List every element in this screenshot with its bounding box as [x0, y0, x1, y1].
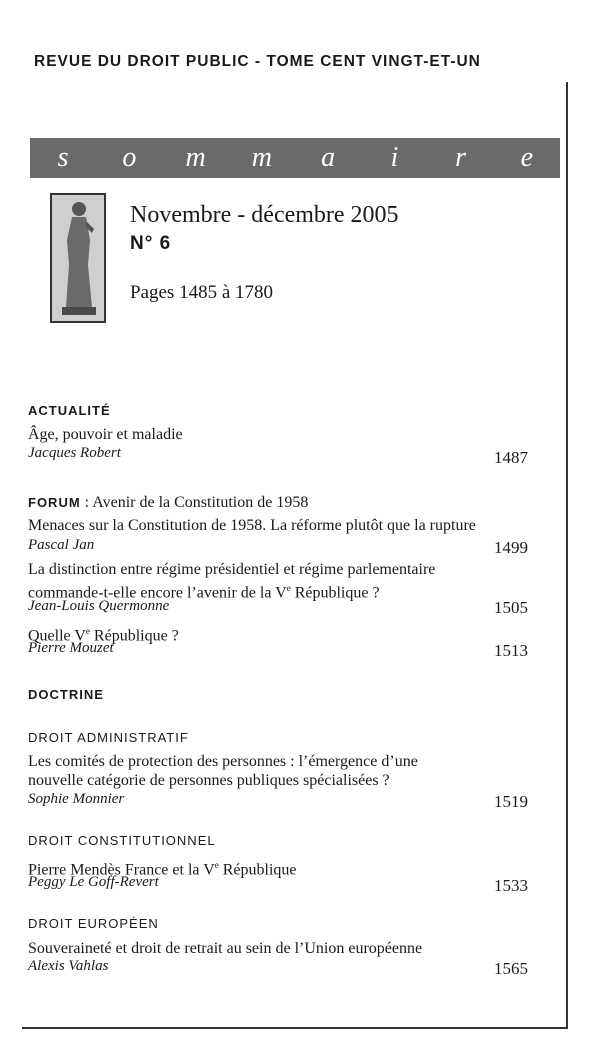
statue-figure-icon: [52, 195, 104, 321]
subsection-heading: DROIT CONSTITUTIONNEL: [28, 833, 216, 848]
section-actualite-heading: ACTUALITÉ: [28, 403, 111, 418]
title-superscript: e: [286, 583, 291, 593]
article-author: Jacques Robert: [28, 445, 121, 461]
title-part: Pierre Mendès France et la V: [28, 861, 215, 879]
frame-right-rule: [566, 82, 568, 1028]
frame-bottom-rule: [22, 1027, 568, 1029]
section-forum-heading: [28, 494, 308, 512]
article-page: 1519: [494, 792, 528, 811]
banner-letter: a: [321, 142, 336, 173]
title-superscript: e: [214, 860, 219, 870]
issue-pages: Pages 1485 à 1780: [130, 282, 274, 303]
article-author: Pierre Mouzet: [28, 640, 114, 656]
article-page: 1499: [494, 538, 528, 557]
banner-letter: m: [185, 142, 206, 173]
title-part: République: [218, 861, 297, 879]
article-author: Jean-Louis Quermonne: [28, 598, 170, 614]
article-author: Pascal Jan: [28, 537, 95, 553]
article-title: Souveraineté et droit de retrait au sein de l’Union européenne: [28, 940, 423, 957]
sommaire-banner: [30, 138, 560, 178]
article-title: Menaces sur la Constitution de 1958. La réforme plutôt que la rupture: [28, 517, 476, 534]
article-author: Peggy Le Goff-Revert: [28, 874, 159, 890]
forum-label: FORUM: [28, 495, 81, 510]
article-author: Sophie Monnier: [28, 791, 125, 807]
article-page: 1533: [494, 876, 528, 895]
title-part: République ?: [290, 584, 380, 602]
banner-letter: s: [57, 142, 69, 173]
article-page: 1565: [494, 959, 528, 978]
article-page: 1505: [494, 598, 528, 617]
title-part: commande-t-elle encore l’avenir de la V: [28, 584, 287, 602]
journal-title: REVUE DU DROIT PUBLIC - TOME CENT VINGT-ET-UN: [34, 53, 481, 70]
banner-letter: m: [251, 142, 272, 173]
article-author: Alexis Vahlas: [28, 958, 109, 974]
banner-letter: i: [390, 142, 399, 173]
banner-letter: r: [455, 142, 467, 173]
title-part: République ?: [89, 627, 179, 645]
forum-subtitle: : Avenir de la Constitution de 1958: [80, 494, 309, 511]
issue-date: Novembre - décembre 2005: [130, 202, 399, 228]
subsection-heading: DROIT ADMINISTRATIF: [28, 730, 189, 745]
subsection-heading: DROIT EUROPÉEN: [28, 916, 159, 931]
banner-letter: o: [122, 142, 137, 173]
title-superscript: e: [85, 626, 90, 636]
statue-portrait: [50, 193, 106, 323]
article-title-line1: Les comités de protection des personnes : l’émergence d’une: [28, 753, 418, 770]
article-title-line2: nouvelle catégorie de personnes publiques spécialisées ?: [28, 772, 390, 789]
section-doctrine-heading: DOCTRINE: [28, 687, 104, 702]
article-page: 1513: [494, 641, 528, 660]
article-title-line1: La distinction entre régime présidentiel et régime parlementaire: [28, 561, 436, 578]
article-title: Âge, pouvoir et maladie: [28, 426, 183, 443]
banner-letter: e: [520, 142, 534, 173]
issue-number: N° 6: [130, 233, 172, 254]
title-part: Quelle V: [28, 627, 86, 645]
article-page: 1487: [494, 448, 528, 467]
